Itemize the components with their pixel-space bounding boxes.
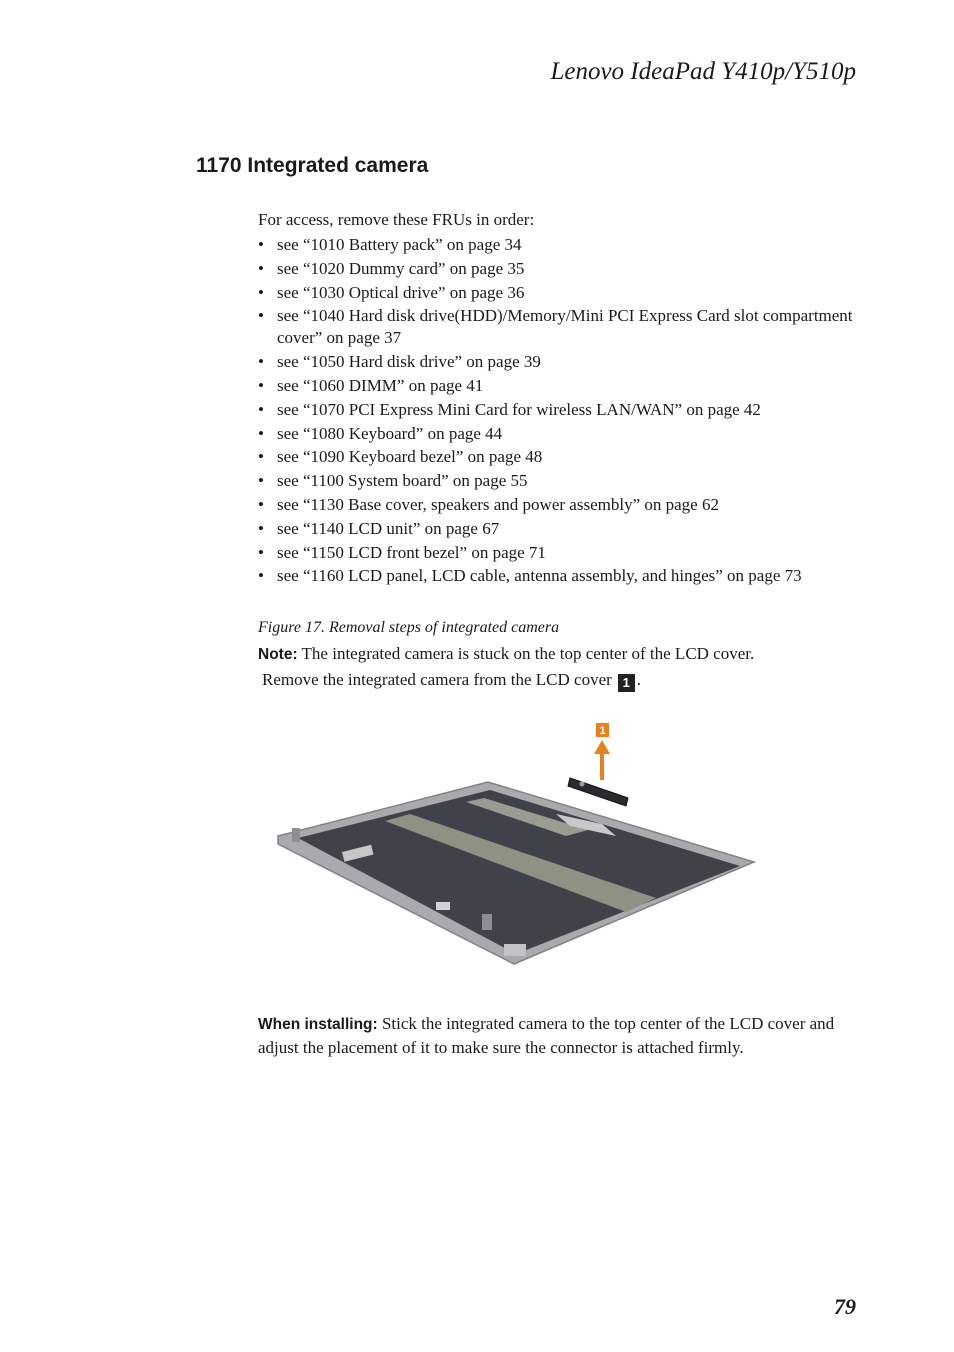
list-item-text: see “1050 Hard disk drive” on page 39 [277, 352, 541, 372]
list-item-text: see “1040 Hard disk drive(HDD)/Memory/Mini PCI Express Card slot compartment cover” on page 37 [277, 306, 853, 348]
camera-lens [580, 782, 585, 787]
note-label: Note: [258, 646, 298, 663]
cable-bracket [436, 902, 450, 910]
list-item [258, 234, 878, 256]
bullet: • [258, 518, 264, 538]
note-paragraph [258, 644, 754, 664]
section-title: 1170 Integrated camera [196, 154, 429, 177]
callout-number: 1 [599, 725, 606, 737]
list-item [258, 565, 878, 587]
list-item [258, 258, 878, 280]
bullet: • [258, 471, 264, 491]
bullet: • [258, 235, 264, 254]
list-item-text: see “1020 Dummy card” on page 35 [277, 258, 525, 278]
step-end: . [636, 670, 642, 689]
page-number: 79 [834, 1294, 856, 1319]
list-item [258, 305, 878, 349]
list-item-text: see “1140 LCD unit” on page 67 [277, 518, 500, 538]
bullet: • [258, 306, 264, 326]
list-item [258, 423, 878, 445]
note-text: The integrated camera is stuck on the top center of the LCD cover. [297, 644, 755, 663]
list-item-text: see “1160 LCD panel, LCD cable, antenna assembly, and hinges” on page 73 [277, 566, 802, 586]
step-text: Remove the integrated camera from the LCD cover [262, 670, 612, 689]
access-intro: For access, remove these FRUs in order: [258, 210, 535, 229]
list-item-text: see “1130 Base cover, speakers and power assembly” on page 62 [277, 494, 719, 514]
removal-step [262, 670, 641, 692]
bullet: • [258, 282, 264, 302]
list-item [258, 351, 878, 373]
list-item-text: see “1080 Keyboard” on page 44 [277, 423, 503, 443]
list-item [258, 399, 878, 421]
bullet: • [258, 258, 264, 278]
list-item-text: see “1150 LCD front bezel” on page 71 [277, 542, 546, 562]
list-item-text: see “1060 DIMM” on page 41 [277, 375, 484, 395]
list-item [258, 518, 878, 540]
bullet: • [258, 542, 264, 562]
lcd-cover-illustration [270, 718, 770, 978]
list-item-text: see “1010 Battery pack” on page 34 [277, 235, 522, 254]
list-item-text: see “1100 System board” on page 55 [277, 471, 528, 491]
list-item [258, 494, 878, 516]
hinge-mount [292, 828, 300, 842]
fru-removal-list [258, 234, 878, 589]
list-item-text: see “1090 Keyboard bezel” on page 48 [277, 447, 543, 467]
bullet: • [258, 399, 264, 419]
removal-figure [270, 718, 770, 978]
bullet: • [258, 494, 264, 514]
list-item [258, 282, 878, 304]
list-item-text: see “1030 Optical drive” on page 36 [277, 282, 525, 302]
hinge-mount [504, 944, 526, 956]
list-item [258, 446, 878, 468]
hinge-mount [482, 914, 492, 930]
bullet: • [258, 566, 264, 586]
bullet: • [258, 447, 264, 467]
list-item-text: see “1070 PCI Express Mini Card for wireless LAN/WAN” on page 42 [277, 399, 761, 419]
bullet: • [258, 375, 264, 395]
install-paragraph [258, 1013, 858, 1059]
list-item [258, 470, 878, 492]
list-item [258, 542, 878, 564]
install-text: Stick the integrated camera to the top center of the LCD cover and adjust the placement of it to make sure the connector is attached firmly. [258, 1014, 835, 1057]
integrated-camera [568, 778, 628, 806]
removal-arrow-head [594, 740, 610, 754]
bullet: • [258, 423, 264, 443]
bullet: • [258, 352, 264, 372]
step-badge: 1 [618, 674, 635, 692]
install-label: When installing: [258, 1016, 378, 1033]
running-header-title: Lenovo IdeaPad Y410p/Y510p [550, 58, 856, 85]
list-item [258, 375, 878, 397]
figure-caption: Figure 17. Removal steps of integrated camera [258, 619, 560, 636]
